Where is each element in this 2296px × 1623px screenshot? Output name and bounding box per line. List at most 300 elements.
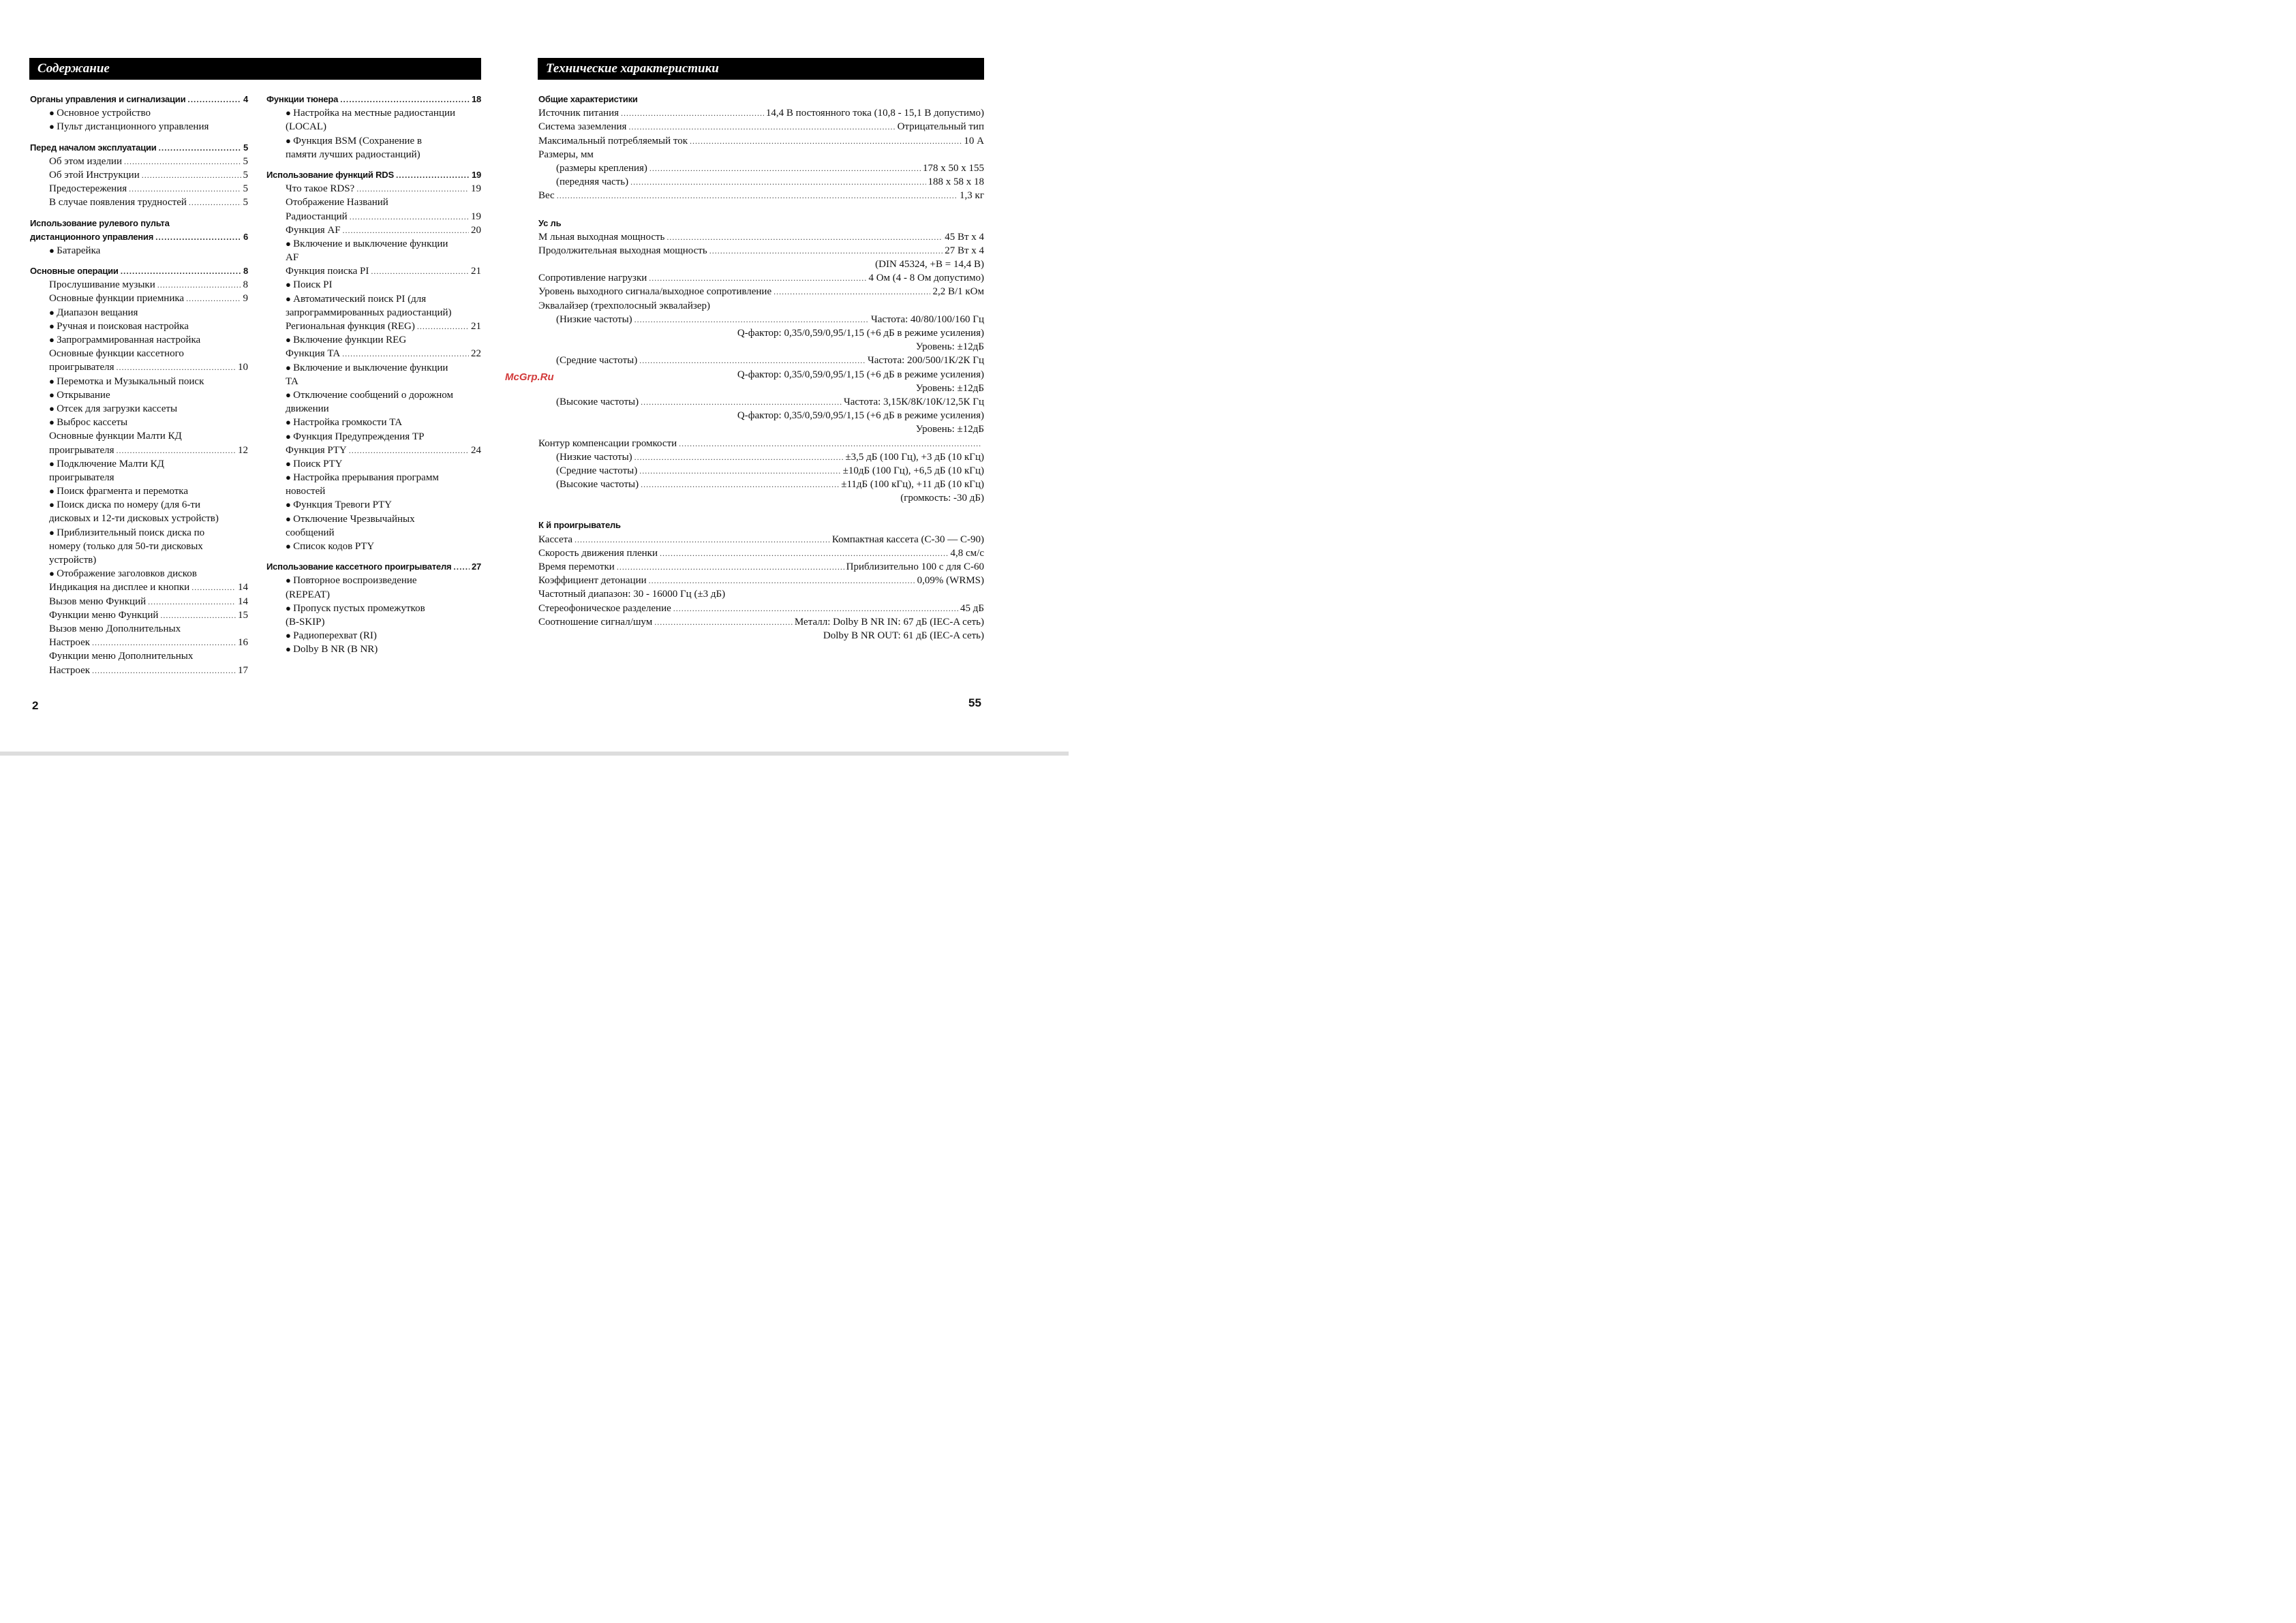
dot-leader [124,155,241,168]
dot-leader [342,347,469,360]
bullet-item [30,416,248,429]
bullet-text: ● Перемотка и Музыкальный поиск [49,375,204,388]
line-text: устройств) [49,555,97,566]
spec-value: Приблизительно 100 с для С-60 [846,561,984,572]
page-ref: 5 [243,183,248,195]
dot-leader [639,464,840,478]
line-text: Основные функции Малти КД [49,431,182,442]
page-ref: 8 [243,266,248,277]
bullet-item [30,402,248,416]
spec-row [538,478,984,491]
specs-header-bar [538,58,984,80]
dot-leader [774,285,930,298]
spec-value: Q-фактор: 0,35/0,59/0,95/1,15 (+6 дБ в режиме усиления) [737,328,984,339]
spec-value: 178 x 50 x 155 [923,162,984,174]
entry-text: Функции меню Функций [49,609,159,621]
dot-leader [155,230,241,244]
toc-entry [30,664,248,677]
entry-text: В случае появления трудностей [49,197,187,208]
spec-value: Q-фактор: 0,35/0,59/0,95/1,15 (+6 дБ в режиме усиления) [737,410,984,422]
bullet-text: ● Открывание [49,388,110,402]
page-ref: 10 [238,362,248,373]
page-ref: 9 [243,293,248,305]
line-text: запрограммированных радиостанций) [286,307,452,318]
text-line [30,512,248,525]
spec-row [538,533,984,546]
bullet-text: ● Приблизительный поиск диска по [49,526,204,540]
spec-value: Уровень: ±12дБ [915,382,984,394]
bullet-text: ● Автоматический поиск PI (для [286,292,426,306]
entry-text: проигрывателя [49,362,114,373]
bullet-item [266,430,481,444]
bullet-item [266,471,481,484]
specs-column [538,93,984,643]
toc-entry [30,581,248,594]
text-line [266,402,481,416]
dot-leader [192,581,236,594]
toc-column-1 [30,93,248,677]
entry-text: Индикация на дисплее и кнопки [49,582,190,593]
toc-entry [30,360,248,374]
spec-row [538,244,984,258]
entry-text: Об этой Инструкции [49,169,140,181]
bullet-item [266,292,481,306]
line-text: AF [286,252,299,264]
spec-label: (размеры крепления) [556,162,647,174]
text-line [266,148,481,161]
spec-row [538,560,984,574]
dot-leader [641,478,839,491]
bullet-text: ● Диапазон вещания [49,306,138,320]
spec-label: Скорость движения пленки [538,547,658,559]
line-text: дисковых и 12-ти дисковых устройств) [49,513,219,525]
text-line [538,148,984,161]
section-heading [538,93,984,106]
spacer [30,210,248,217]
dot-leader [634,450,844,464]
page-ref: 16 [238,637,248,649]
dot-leader [343,223,469,237]
spacer [30,134,248,141]
page-ref: 21 [471,266,481,277]
toc-entry [30,168,248,182]
text-line [30,622,248,636]
dot-leader [417,320,469,333]
text-line [266,375,481,388]
spec-label: Вес [538,190,555,202]
spec-continuation [538,422,984,436]
heading-text: Использование кассетного проигрывателя [266,561,452,572]
bullet-text: ● Поиск PTY [286,457,343,471]
heading-text: Органы управления и сигнализации [30,94,186,104]
section-heading [30,217,248,230]
spec-row [538,615,984,629]
toc-entry [266,223,481,237]
bullet-item [30,498,248,512]
spec-label: Кассета [538,534,573,545]
spec-continuation [538,368,984,382]
dot-leader [157,278,241,292]
dot-leader [628,120,895,134]
toc-entry [266,444,481,457]
dot-leader [159,141,241,155]
bullet-item [266,416,481,429]
text-line [266,306,481,320]
bullet-item [266,388,481,402]
dot-leader [649,271,866,285]
spec-value: Уровень: ±12дБ [915,341,984,353]
toc-entry [30,196,248,209]
toc-entry [30,444,248,457]
bullet-item [266,106,481,120]
entry-text: Что такое RDS? [286,183,355,195]
bullet-text: ● Настройка громкости TA [286,416,402,429]
dot-leader [679,437,982,450]
bullet-item [30,306,248,320]
spacer [266,161,481,168]
bullet-item [30,244,248,258]
heading-text: К й проигрыватель [538,520,621,531]
bullet-item [30,484,248,498]
spec-value: Частота: 200/500/1К/2К Гц [868,355,984,367]
line-text: Эквалайзер (трехполосный эквалайзер) [538,300,710,311]
text-line [266,615,481,629]
bullet-item [266,540,481,553]
heading-text: Использование рулевого пульта [30,217,170,228]
line-text: Вызов меню Дополнительных [49,623,181,634]
text-line [30,347,248,360]
bullet-item [266,361,481,375]
dot-leader [371,264,469,278]
heading-text: Функции тюнера [266,94,339,104]
entry-text: Настроек [49,664,91,676]
contents-title: Содержание [37,61,110,76]
line-text: памяти лучших радиостанций) [286,149,420,160]
bullet-text: ● Повторное воспроизведение [286,574,417,587]
entry-text: Функция AF [286,224,341,236]
bullet-item [30,375,248,388]
dot-leader [639,354,866,367]
spec-row [538,175,984,189]
entry-text: Функция TA [286,348,341,360]
dot-leader [160,608,236,622]
bullet-item [266,237,481,251]
entry-text: Предостережения [49,183,127,195]
text-line [30,540,248,553]
dot-leader [396,168,470,182]
bullet-text: ● Основное устройство [49,106,151,120]
dot-leader [186,292,241,305]
spec-row [538,437,984,450]
entry-text: Прослушивание музыки [49,279,155,291]
line-text: движении [286,403,329,415]
spec-label: (Низкие частоты) [556,313,632,325]
spec-row [538,354,984,367]
entry-text: Основные функции приемника [49,293,185,305]
dot-leader [709,244,943,258]
dot-leader [634,313,869,326]
page-number-right: 55 [968,696,981,709]
spec-label: (передняя часть) [556,176,629,188]
spec-label: Коэффициент детонации [538,575,647,587]
spec-continuation [538,491,984,505]
entry-text: Региональная функция (REG) [286,321,415,332]
bullet-text: ● Ручная и поисковая настройка [49,320,189,333]
spec-label: Продолжительная выходная мощность [538,245,707,256]
section-heading [538,519,984,532]
spec-value: Dolby B NR OUT: 61 дБ (IEC-A сеть) [823,630,984,641]
section-heading [266,560,481,574]
contents-header-bar [29,58,481,80]
page-ref: 18 [471,94,481,104]
spec-value: Частота: 40/80/100/160 Гц [871,313,984,325]
spec-value: 0,09% (WRMS) [917,575,984,587]
spec-label: (Низкие частоты) [556,451,632,463]
bullet-text: ● Включение и выключение функции [286,361,448,375]
bullet-text: ● Настройка на местные радиостанции [286,106,455,120]
watermark: McGrp.Ru [505,371,554,383]
bullet-text: ● Запрограммированная настройка [49,333,200,347]
dot-leader [356,182,469,196]
text-line [266,120,481,134]
dot-leader [340,93,470,106]
dot-leader [187,93,241,106]
section-heading [30,230,248,244]
spec-row [538,602,984,615]
page-ref: 21 [471,321,481,332]
page-ref: 5 [243,142,248,153]
line-text: (LOCAL) [286,121,326,133]
spec-label: М льная выходная мощность [538,231,665,243]
line-text: (REPEAT) [286,589,330,600]
spec-continuation [538,629,984,643]
text-line [30,429,248,443]
bullet-item [266,333,481,347]
bullet-text: ● Отключение Чрезвычайных [286,512,415,526]
spec-value: Частота: 3,15К/8К/10К/12,5К Гц [843,396,984,407]
toc-entry [266,320,481,333]
line-text: сообщений [286,527,335,538]
specs-title: Технические характеристики [546,61,719,76]
spec-row [538,120,984,134]
bullet-text: ● Функция Тревоги PTY [286,498,392,512]
bullet-text: ● Поиск диска по номеру (для 6-ти [49,498,200,512]
spec-row [538,106,984,120]
spec-value: Отрицательный тип [897,121,984,133]
spec-row [538,546,984,560]
text-line [266,588,481,602]
text-line [538,299,984,313]
spec-label: (Средние частоты) [556,465,638,476]
page-ref: 19 [471,183,481,195]
spec-value: 4 Ом (4 - 8 Ом допустимо) [868,273,984,284]
entry-text: Радиостанций [286,211,348,222]
text-line [266,526,481,540]
bullet-item [266,643,481,656]
spacer [538,203,984,217]
spec-value: ±11дБ (100 кГц), +11 дБ (10 кГц) [841,479,984,491]
spec-value: Q-фактор: 0,35/0,59/0,95/1,15 (+6 дБ в режиме усиления) [737,369,984,380]
section-heading [30,93,248,106]
bullet-item [266,574,481,587]
toc-entry [30,608,248,622]
bullet-text: ● Поиск PI [286,278,333,292]
page-ref: 8 [243,279,248,291]
bullet-item [266,457,481,471]
spec-row [538,134,984,148]
spec-value: 10 А [964,135,984,146]
spec-label: Стереофоническое разделение [538,602,671,614]
bullet-text: ● Подключение Малти КД [49,457,164,471]
spec-row [538,313,984,326]
dot-leader [660,546,949,560]
dot-leader [654,615,793,629]
spec-continuation [538,326,984,340]
spec-row [538,450,984,464]
bullet-text: ● Выброс кассеты [49,416,127,429]
bullet-text: ● Поиск фрагмента и перемотка [49,484,188,498]
bullet-item [30,320,248,333]
spec-label: Система заземления [538,121,627,133]
entry-text: Настроек [49,637,91,649]
spec-row [538,271,984,285]
bullet-text: ● Функция BSM (Сохранение в [286,134,422,148]
dot-leader [621,106,764,120]
dot-leader [617,560,844,574]
entry-text: Вызов меню Функций [49,596,147,607]
dot-leader [92,664,236,677]
page-ref: 24 [471,444,481,456]
dot-leader [129,182,241,196]
page-ref: 14 [238,582,248,593]
page-number-left: 2 [32,699,39,712]
page-ref: 20 [471,224,481,236]
spec-value: 188 x 58 x 18 [928,176,984,188]
page-ref: 12 [238,444,248,456]
line-text: TA [286,375,299,387]
spec-continuation [538,340,984,354]
spec-label: Контур компенсации громкости [538,437,677,449]
bullet-text: ● Отображение заголовков дисков [49,567,197,581]
bullet-item [30,457,248,471]
page-ref: 27 [471,561,481,572]
dot-leader [557,189,958,202]
spec-label: (Высокие частоты) [556,396,639,407]
toc-entry [266,182,481,196]
dot-leader [649,161,921,175]
bullet-item [266,278,481,292]
bullet-text: ● Батарейка [49,244,100,258]
bullet-item [30,106,248,120]
spec-label: Источник питания [538,108,619,119]
line-text: Отображение Названий [286,197,388,208]
bullet-item [30,388,248,402]
spec-label: Сопротивление нагрузки [538,273,647,284]
line-text: номеру (только для 50-ти дисковых [49,540,203,552]
page-ref: 19 [471,169,481,180]
spec-value: Уровень: ±12дБ [915,424,984,435]
spec-row [538,464,984,478]
spec-label: (Высокие частоты) [556,479,639,491]
dot-leader [630,175,925,189]
spec-row [538,161,984,175]
toc-entry [30,292,248,305]
line-text: Основные функции кассетного [49,348,184,360]
spec-value: 2,2 В/1 кОм [932,286,984,298]
page-ref: 17 [238,664,248,676]
text-line [30,553,248,567]
toc-entry [30,636,248,649]
page-ref: 5 [243,155,248,167]
page-ref: 6 [243,231,248,242]
toc-entry [30,278,248,292]
spec-value: 27 Вт x 4 [945,245,984,256]
bullet-text: ● Пульт дистанционного управления [49,120,209,134]
spacer [266,553,481,560]
dot-leader [92,636,236,649]
spec-row [538,574,984,587]
dot-leader [117,360,236,374]
spec-value: 1,3 кг [960,190,984,202]
line-text: проигрывателя [49,472,114,483]
heading-text: Использование функций RDS [266,169,394,180]
spec-continuation [538,258,984,271]
page-ref: 15 [238,609,248,621]
bullet-text: ● Радиоперехват (RI) [286,629,377,643]
spec-value: Компактная кассета (С-30 — С-90) [831,534,984,545]
spec-continuation [538,382,984,395]
text-line [30,471,248,484]
page-ref: 5 [243,197,248,208]
dot-leader [117,444,236,457]
bullet-item [266,629,481,643]
spec-value: (DIN 45324, +B = 14,4 В) [875,259,984,270]
bullet-item [30,333,248,347]
heading-text: Общие характеристики [538,94,638,104]
text-line [266,196,481,209]
bullet-item [30,526,248,540]
bullet-text: ● Настройка прерывания программ [286,471,439,484]
dot-leader [148,595,236,608]
dot-leader [350,210,469,223]
spec-value: ±10дБ (100 Гц), +6,5 дБ (10 кГц) [842,465,984,476]
dot-leader [142,168,241,182]
heading-text: дистанционного управления [30,231,154,242]
spec-value: 4,8 см/с [950,547,984,559]
page-ref: 5 [243,169,248,181]
spacer [538,505,984,519]
spec-label: Максимальный потребляемый ток [538,135,688,146]
toc-entry [266,264,481,278]
line-text: (B-SKIP) [286,616,325,628]
spec-row [538,230,984,244]
bullet-text: ● Отключение сообщений о дорожном [286,388,453,402]
bullet-item [266,602,481,615]
entry-text: Об этом изделии [49,155,122,167]
line-text: Частотный диапазон: 30 - 16000 Гц (±3 дБ) [538,589,726,600]
line-text: Функции меню Дополнительных [49,651,194,662]
toc-column-2 [266,93,481,657]
text-line [30,649,248,663]
heading-text: Перед началом эксплуатации [30,142,157,153]
page-ref: 14 [238,596,248,607]
line-text: Размеры, мм [538,149,594,160]
bullet-text: ● Включение и выключение функции [286,237,448,251]
bullet-text: ● Отсек для загрузки кассеты [49,402,177,416]
spec-label: Уровень выходного сигнала/выходное сопротивление [538,286,772,298]
spec-value: Металл: Dolby B NR IN: 67 дБ (IEC-A сеть) [794,616,984,628]
bullet-text: ● Функция Предупреждения TP [286,430,424,444]
